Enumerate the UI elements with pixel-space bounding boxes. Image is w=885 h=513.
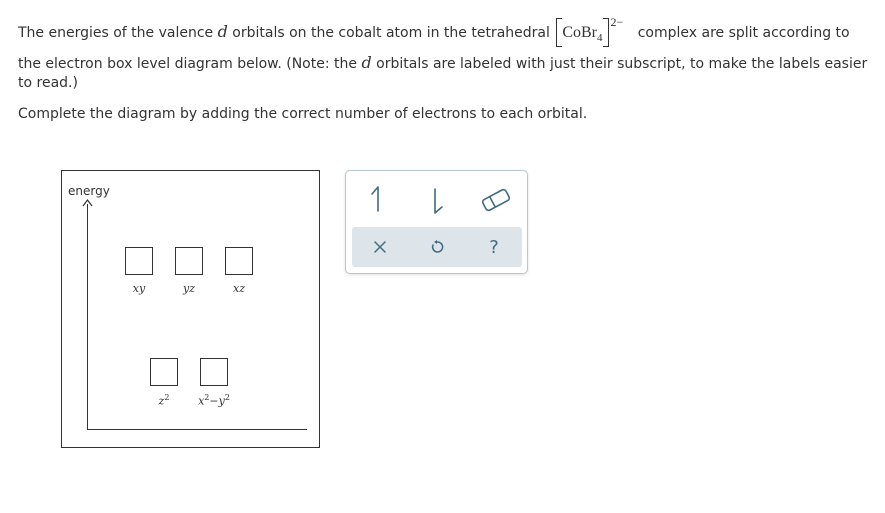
question-text: The energies of the valence: [18, 25, 218, 41]
orbital-box-z2[interactable]: [150, 358, 178, 386]
spin-up-arrow-icon[interactable]: [361, 182, 395, 216]
baseline-axis: [87, 429, 307, 430]
question-text: orbitals are labeled with just their subscript, to make the labels easier: [371, 56, 868, 72]
d-symbol: d: [217, 22, 228, 41]
orbital-box-x2-y2[interactable]: [200, 358, 228, 386]
complex-formula: CoBr$_4$: [556, 23, 608, 48]
orbital-label-x2-y2: $x^2-y^2$: [198, 393, 230, 408]
question-text: complex are split according to: [633, 25, 850, 41]
question-line-3: to read.): [18, 75, 78, 91]
question-text: the electron box level diagram below. (Note: the: [18, 56, 362, 72]
orbital-label-yz: yz: [182, 282, 195, 295]
orbital-box-xy[interactable]: [125, 247, 153, 275]
instruction-text: Complete the diagram by adding the correct number of electrons to each orbital.: [18, 106, 588, 122]
help-icon[interactable]: ?: [489, 236, 499, 258]
electron-box-diagram: [61, 170, 320, 448]
question-line-2: [18, 53, 867, 74]
energy-axis: [87, 204, 88, 430]
undo-icon[interactable]: [420, 230, 454, 264]
energy-axis-label: energy: [68, 184, 110, 198]
orbital-label-xz: xz: [233, 282, 245, 295]
d-symbol: d: [361, 53, 372, 72]
electron-toolbar: [345, 170, 528, 274]
orbital-label-xy: xy: [132, 282, 146, 295]
question-line-1: [18, 15, 850, 48]
close-icon[interactable]: [363, 230, 397, 264]
question-text: orbitals on the cobalt atom in the tetrahedral: [227, 25, 555, 41]
orbital-box-yz[interactable]: [175, 247, 203, 275]
spin-down-arrow-icon[interactable]: [420, 184, 454, 218]
eraser-icon[interactable]: [479, 183, 513, 217]
orbital-box-xz[interactable]: [225, 247, 253, 275]
orbital-label-z2: $z^2$: [158, 393, 170, 408]
complex-charge: 2−: [610, 15, 624, 29]
